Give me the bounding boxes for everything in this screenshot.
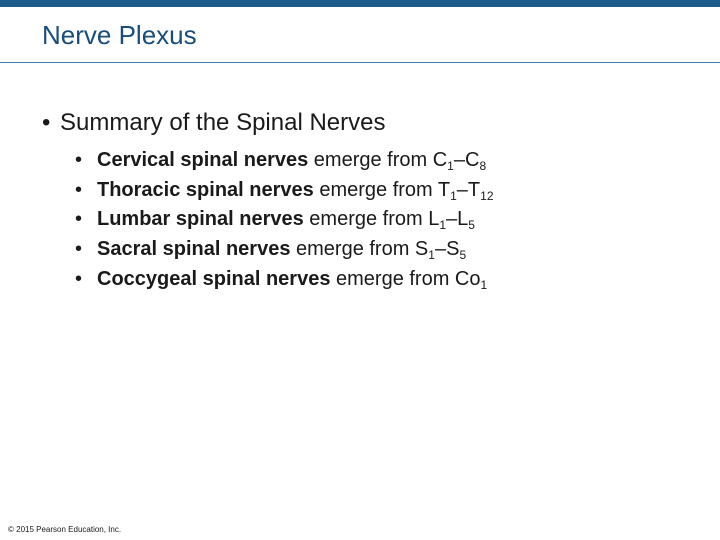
- emerge-text: emerge from L: [303, 208, 440, 231]
- list-item-cervical: [75, 146, 494, 176]
- emerge-text: emerge from T: [313, 178, 451, 201]
- slide-title: Nerve Plexus: [42, 20, 197, 50]
- copyright-footer: © 2015 Pearson Education, Inc.: [8, 525, 122, 534]
- nerve-group-name: Sacral spinal nerves: [97, 238, 291, 261]
- bullet-dot: •: [75, 267, 83, 290]
- list-item-lumbar: [75, 205, 494, 235]
- segment-range-dash: –L: [446, 208, 469, 231]
- segment-end-subscript: 12: [480, 188, 494, 203]
- bullet-dot: •: [75, 149, 83, 171]
- list-item-thoracic: [75, 176, 494, 206]
- emerge-text: emerge from Co: [330, 267, 481, 290]
- segment-end-subscript: 8: [479, 159, 487, 173]
- segment-start-subscript: 1: [428, 248, 435, 263]
- bullet-dot: •: [75, 238, 83, 261]
- main-bullet: [42, 107, 385, 139]
- spinal-nerves-list: [75, 146, 494, 294]
- emerge-text: emerge from C: [308, 149, 448, 171]
- segment-start-subscript: 1: [480, 277, 488, 292]
- segment-range-dash: –C: [453, 149, 480, 171]
- segment-range-dash: –S: [434, 238, 460, 261]
- segment-range-dash: –T: [456, 178, 481, 201]
- segment-end-subscript: 5: [459, 248, 467, 263]
- segment-end-subscript: 5: [468, 218, 475, 233]
- title-divider: [0, 62, 720, 63]
- top-accent-bar: [0, 0, 720, 7]
- emerge-text: emerge from S: [290, 238, 429, 261]
- segment-start-subscript: 1: [439, 218, 447, 233]
- bullet-dot: •: [42, 109, 51, 136]
- bullet-dot: •: [75, 178, 83, 201]
- nerve-group-name: Cervical spinal nerves: [97, 149, 309, 171]
- main-bullet-text: Summary of the Spinal Nerves: [60, 109, 386, 136]
- nerve-group-name: Lumbar spinal nerves: [97, 208, 304, 231]
- bullet-dot: •: [75, 208, 83, 231]
- list-item-sacral: [75, 235, 494, 265]
- nerve-group-name: Coccygeal spinal nerves: [97, 267, 331, 290]
- nerve-group-name: Thoracic spinal nerves: [97, 178, 314, 201]
- segment-start-subscript: 1: [450, 188, 457, 203]
- list-item-coccygeal: [75, 265, 494, 295]
- segment-start-subscript: 1: [447, 159, 454, 173]
